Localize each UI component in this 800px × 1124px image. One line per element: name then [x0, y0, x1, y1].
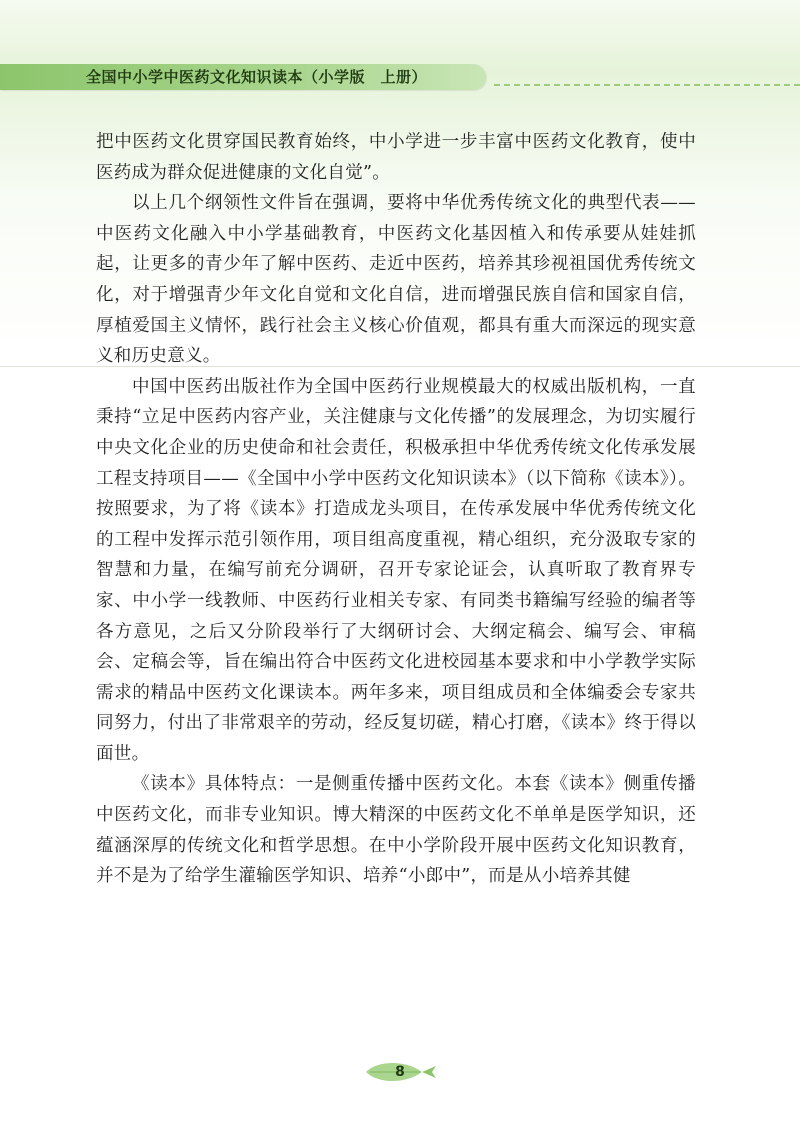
paragraph: 以上几个纲领性文件旨在强调，要将中华优秀传统文化的典型代表——中医药文化融入中小学基础教育，中医药文化基因植入和传承要从娃娃抓起，让更多的青少年了解中医药、走近中医药，培养其珍视祖国优秀传统文化，对于增强青少年文化自觉和文化自信，进而增强民族自信和国家自信，厚植爱国主义情怀，践行社会主义核心价值观，都具有重大而深远的现实意义和历史意义。: [96, 193, 696, 367]
paragraph-continuation: 把中医药文化贯穿国民教育始终，中小学进一步丰富中医药文化教育，使中医药成为群众促进健康的文化自觉”。: [96, 132, 696, 183]
running-header-title: 全国中小学中医药文化知识读本（小学版 上册）: [86, 68, 428, 86]
body-text: [96, 127, 696, 892]
page-number: 8: [395, 1064, 405, 1080]
header-dashed-rule: [494, 84, 800, 86]
paragraph: 中国中医药出版社作为全国中医药行业规模最大的权威出版机构，一直秉持“立足中医药内容产业，关注健康与文化传播”的发展理念，为切实履行中央文化企业的历史使命和社会责任，积极承担中华优秀传统文化传承发展工程支持项目——《全国中小学中医药文化知识读本》（以下简称《读本》）。按照要求，为了将《读本》打造成龙头项目，在传承发展中华优秀传统文化的工程中发挥示范引领作用，项目组高度重视，精心组织，充分汲取专家的智慧和力量，在编写前充分调研，召开专家论证会，认真听取了教育界专家、中小学一线教师、中医药行业相关专家、有同类书籍编写经验的编者等各方意见，之后又分阶段举行了大纲研讨会、大纲定稿会、编写会、审稿会、定稿会等，旨在编出符合中医药文化进校园基本要求和中小学教学实际需求的精品中医药文化课读本。两年多来，项目组成员和全体编委会专家共同努力，付出了非常艰辛的劳动，经反复切磋，精心打磨，《读本》终于得以面世。: [96, 376, 696, 764]
page-number-badge: [360, 1058, 440, 1086]
paragraph: 《读本》具体特点：一是侧重传播中医药文化。本套《读本》侧重传播中医药文化，而非专业知识。博大精深的中医药文化不单单是医学知识，还蕴涵深厚的传统文化和哲学思想。在中小学阶段开展中医药文化知识教育，并不是为了给学生灌输医学知识、培养“小郎中”，而是从小培养其健: [96, 774, 696, 887]
